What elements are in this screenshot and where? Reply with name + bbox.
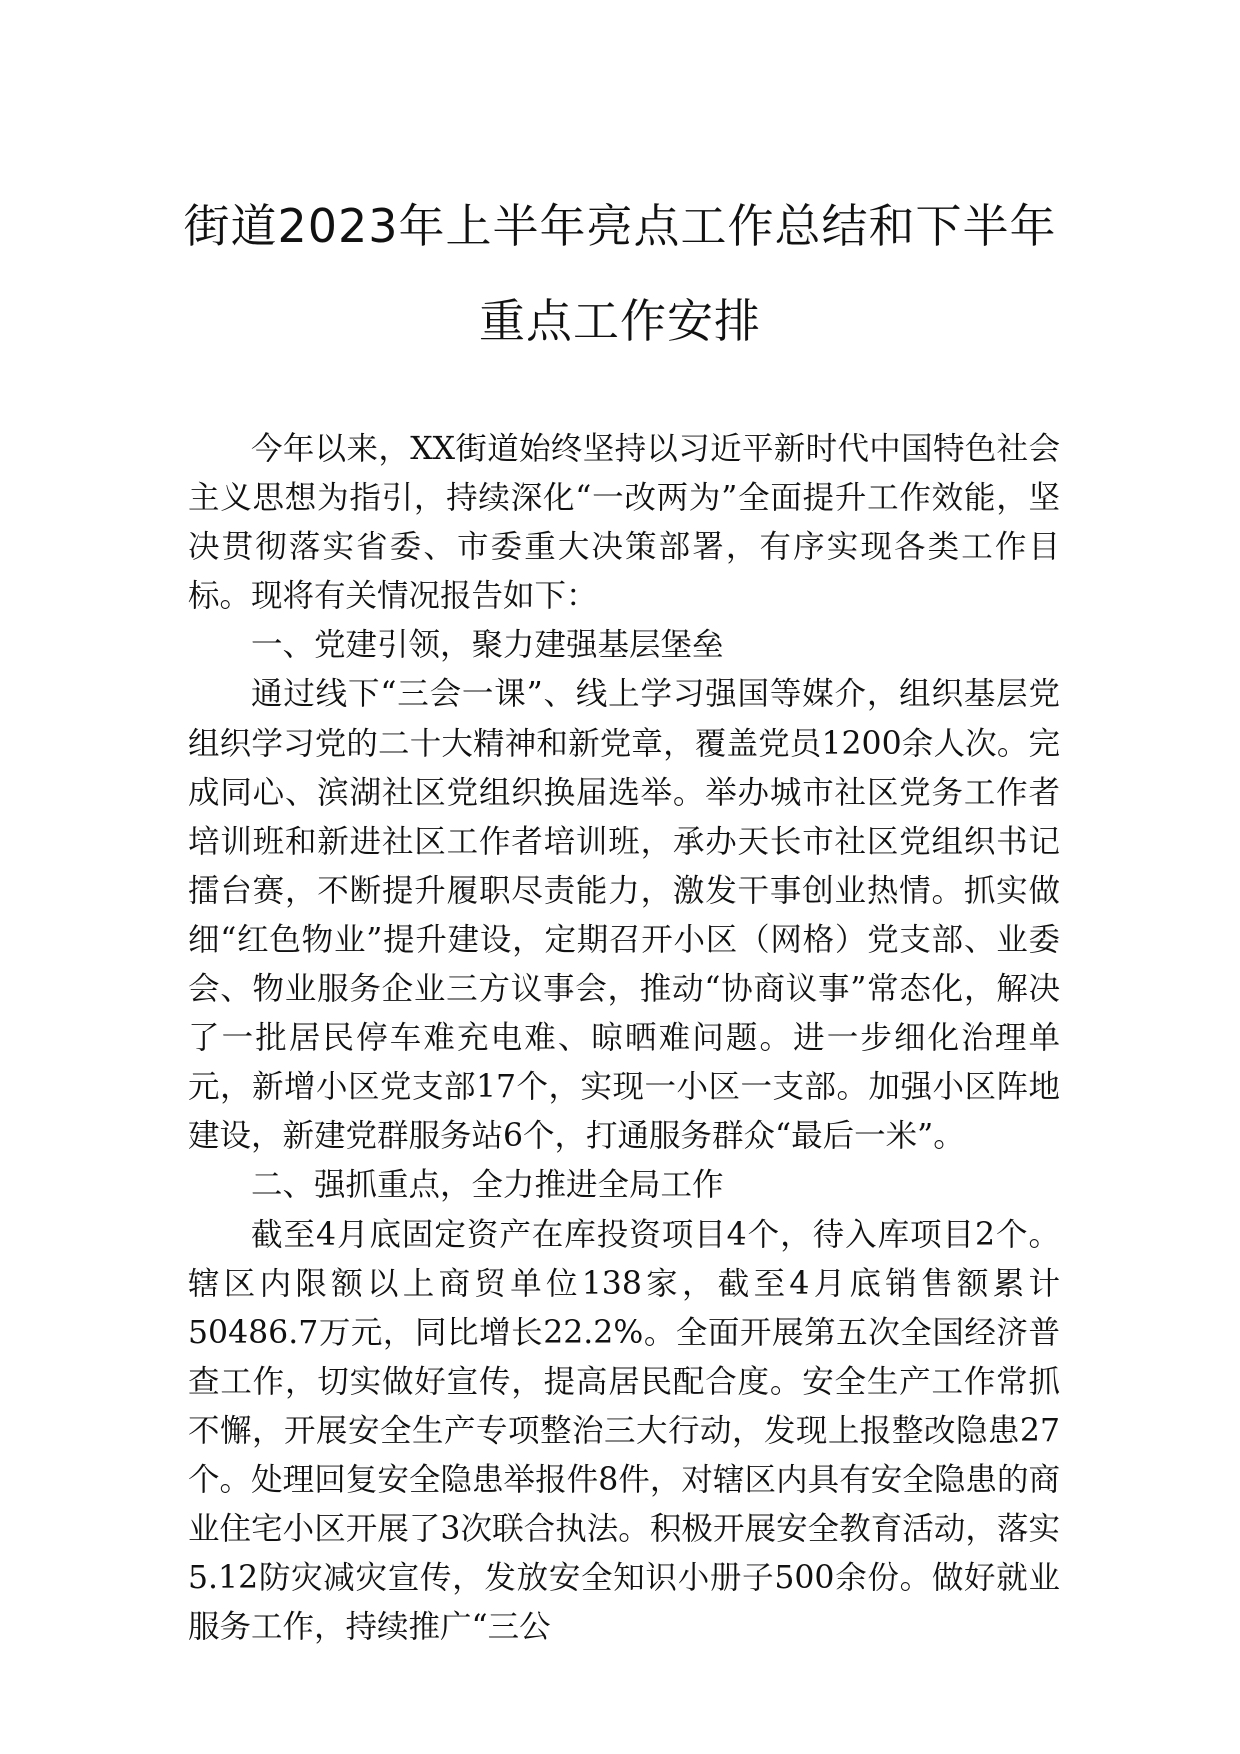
- paragraph-key-work: 截至4月底固定资产在库投资项目4个，待入库项目2个。辖区内限额以上商贸单位138家，截至4月底销售额累计50486.7万元，同比增长22.2%。全面开展第五次全国经济普查工作，切实做好宣传，提高居民配合度。安全生产工作常抓不懈，开展安全生产专项整治三大行动，发现上报整改隐患27个。处理回复安全隐患举报件8件，对辖区内具有安全隐患的商业住宅小区开展了3次联合执法。积极开展安全教育活动，落实5.12防灾减灾宣传，发放安全知识小册子500余份。做好就业服务工作，持续推广“三公: [188, 1216, 1060, 1646]
- section-heading-1: 一、党建引领，聚力建强基层堡垒: [251, 627, 724, 664]
- document-title-line1: 街道2023年上半年亮点工作总结和下半年: [183, 199, 1057, 253]
- document-title-line2: 重点工作安排: [479, 294, 761, 348]
- document-body: [188, 425, 1060, 1652]
- paragraph-party-building: 通过线下“三会一课”、线上学习强国等媒介，组织基层党组织学习党的二十大精神和新党章，覆盖党员1200余人次。完成同心、滨湖社区党组织换届选举。举办城市社区党务工作者培训班和新进社区工作者培训班，承办天长市社区党组织书记擂台赛，不断提升履职尽责能力，激发干事创业热情。抓实做细“红色物业”提升建设，定期召开小区（网格）党支部、业委会、物业服务企业三方议事会，推动“协商议事”常态化，解决了一批居民停车难充电难、晾晒难问题。进一步细化治理单元，新增小区党支部17个，实现一小区一支部。加强小区阵地建设，新建党群服务站6个，打通服务群众“最后一米”。: [188, 676, 1060, 1155]
- section-heading-2: 二、强抓重点，全力推进全局工作: [251, 1167, 724, 1204]
- paragraph-intro: 今年以来，XX街道始终坚持以习近平新时代中国特色社会主义思想为指引，持续深化“一改两为”全面提升工作效能，坚决贯彻落实省委、市委重大决策部署，有序实现各类工作目标。现将有关情况报告如下：: [188, 431, 1060, 615]
